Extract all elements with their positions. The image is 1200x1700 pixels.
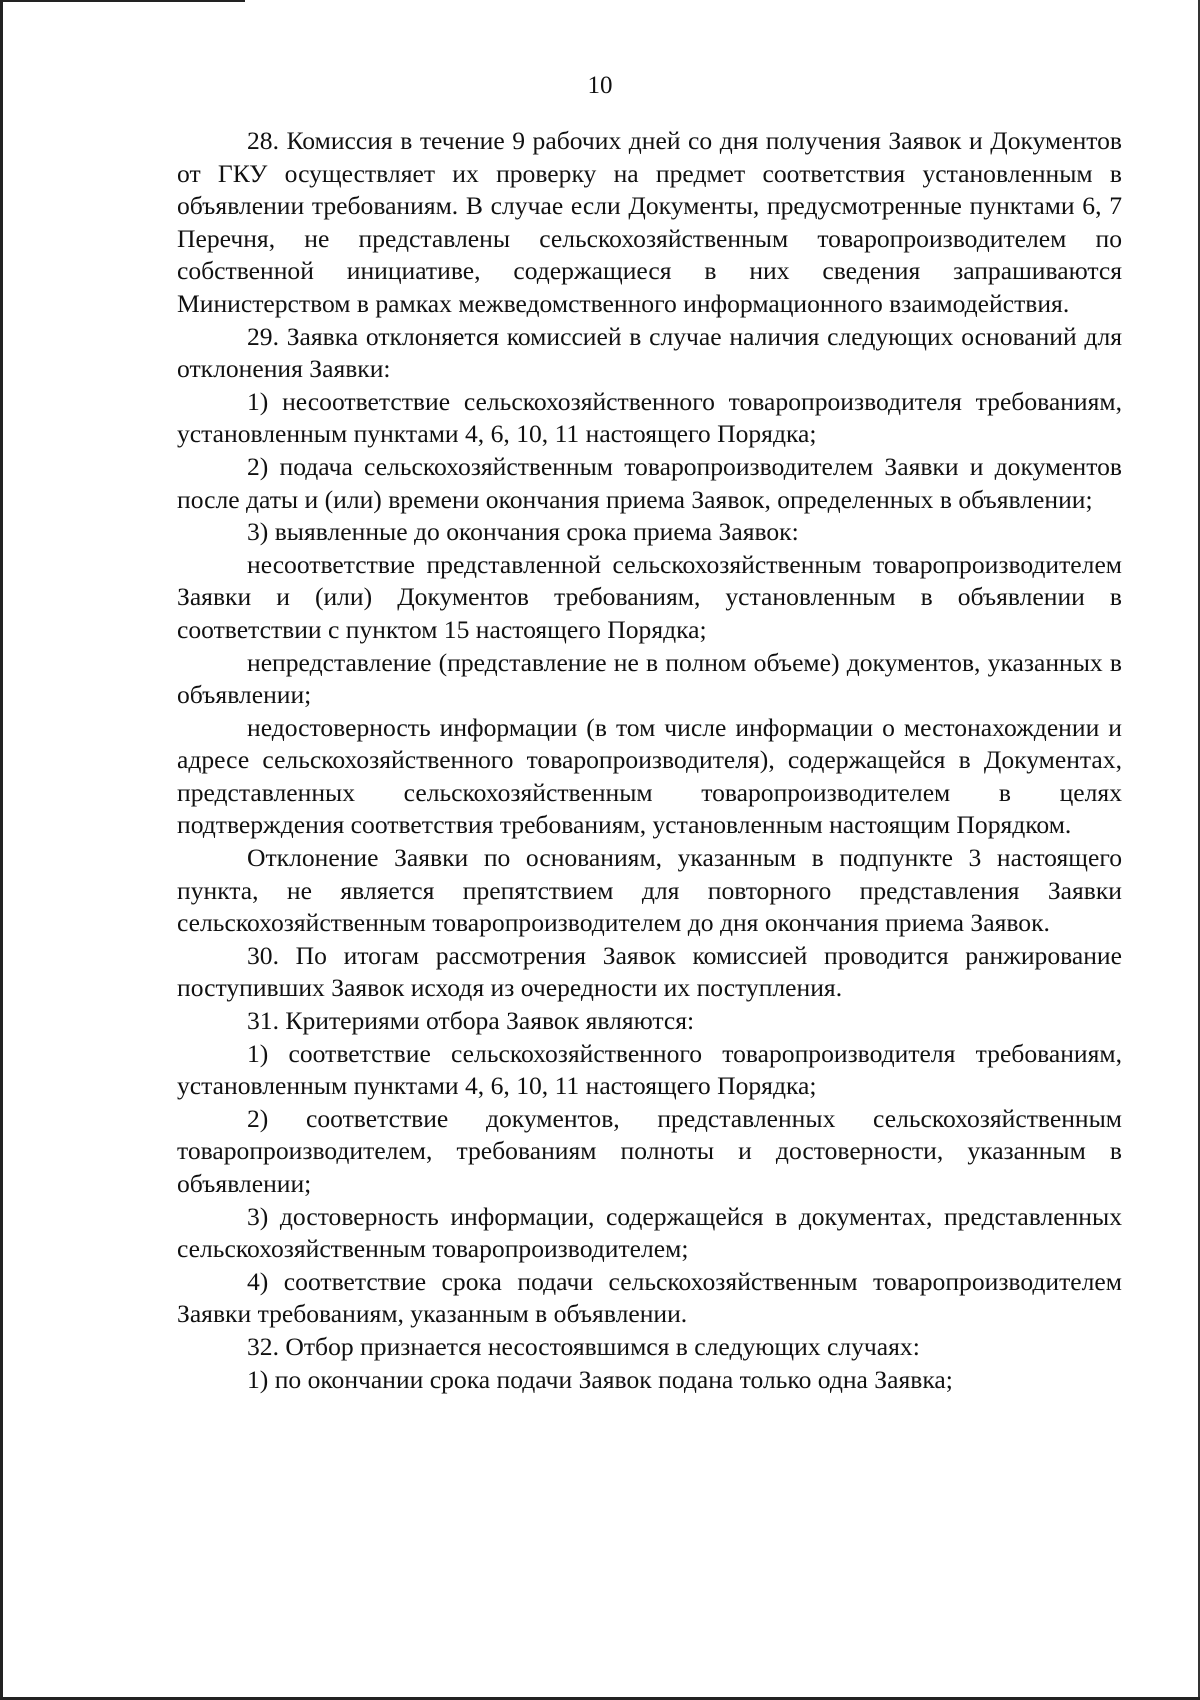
paragraph-31-item-4: 4) соответствие срока подачи сельскохозяйственным товаропроизводителем Заявки требованиям, указанным в объявлении. bbox=[177, 1266, 1122, 1329]
paragraph-29-note: Отклонение Заявки по основаниям, указанным в подпункте 3 настоящего пункта, не является препятствием для повторного представления Заявки сельскохозяйственным товаропроизводителем до дня окончания приема Заявок. bbox=[177, 843, 1122, 938]
paragraph-31-item-2: 2) соответствие документов, представленных сельскохозяйственным товаропроизводителем, требованиям полноты и достоверности, указанным в объявлении; bbox=[177, 1103, 1122, 1198]
paragraph-28: 28. Комиссия в течение 9 рабочих дней со дня получения Заявок и Документов от ГКУ осуществляет их проверку на предмет соответствия установленным в объявлении требованиям. В случае если Документы, предусмотренные пунктами 6, 7 Перечня, не представлены сельскохозяйственным товаропроизводителем по собственной инициативе, содержащиеся в них сведения запрашиваются Министерством в рамках межведомственного информационного взаимодействия. bbox=[177, 126, 1122, 318]
paragraph-31: 31. Критериями отбора Заявок являются: bbox=[247, 1006, 695, 1036]
page-number: 10 bbox=[587, 72, 613, 99]
paragraph-29-item-3-point-b: непредставление (представление не в полном объеме) документов, указанных в объявлении; bbox=[177, 647, 1122, 710]
paragraph-29-item-3: 3) выявленные до окончания срока приема Заявок: bbox=[247, 517, 799, 547]
paragraph-31-item-3: 3) достоверность информации, содержащейся в документах, представленных сельскохозяйственным товаропроизводителем; bbox=[177, 1201, 1122, 1264]
paragraph-31-item-1: 1) соответствие сельскохозяйственного товаропроизводителя требованиям, установленным пунктами 4, 6, 10, 11 настоящего Порядка; bbox=[177, 1038, 1122, 1101]
paragraph-29-item-3-point-c: недостоверность информации (в том числе информации о местонахождении и адресе сельскохозяйственного товаропроизводителя), содержащейся в Документах, представленных сельскохозяйственным товаропроизводителем в целях подтверждения соответствия требованиям, установленным настоящим Порядком. bbox=[177, 712, 1122, 840]
scan-edge-top bbox=[0, 0, 245, 2]
paragraph-29-item-2: 2) подача сельскохозяйственным товаропроизводителем Заявки и документов после даты и (или) времени окончания приема Заявок, определенных в объявлении; bbox=[177, 451, 1122, 514]
scan-edge-left bbox=[0, 0, 3, 1700]
paragraph-32-item-1: 1) по окончании срока подачи Заявок подана только одна Заявка; bbox=[247, 1364, 953, 1394]
paragraph-29-item-3-point-a: несоответствие представленной сельскохозяйственным товаропроизводителем Заявки и (или) Документов требованиям, установленным в объявлении в соответствии с пунктом 15 настоящего Порядка; bbox=[177, 549, 1122, 644]
paragraph-29: 29. Заявка отклоняется комиссией в случае наличия следующих оснований для отклонения Заявки: bbox=[177, 321, 1122, 384]
document-body bbox=[177, 125, 1122, 1396]
paragraph-29-item-1: 1) несоответствие сельскохозяйственного товаропроизводителя требованиям, установленным пунктами 4, 6, 10, 11 настоящего Порядка; bbox=[177, 386, 1122, 449]
paragraph-32: 32. Отбор признается несостоявшимся в следующих случаях: bbox=[247, 1331, 920, 1361]
paragraph-30: 30. По итогам рассмотрения Заявок комиссией проводится ранжирование поступивших Заявок исходя из очередности их поступления. bbox=[177, 940, 1122, 1003]
